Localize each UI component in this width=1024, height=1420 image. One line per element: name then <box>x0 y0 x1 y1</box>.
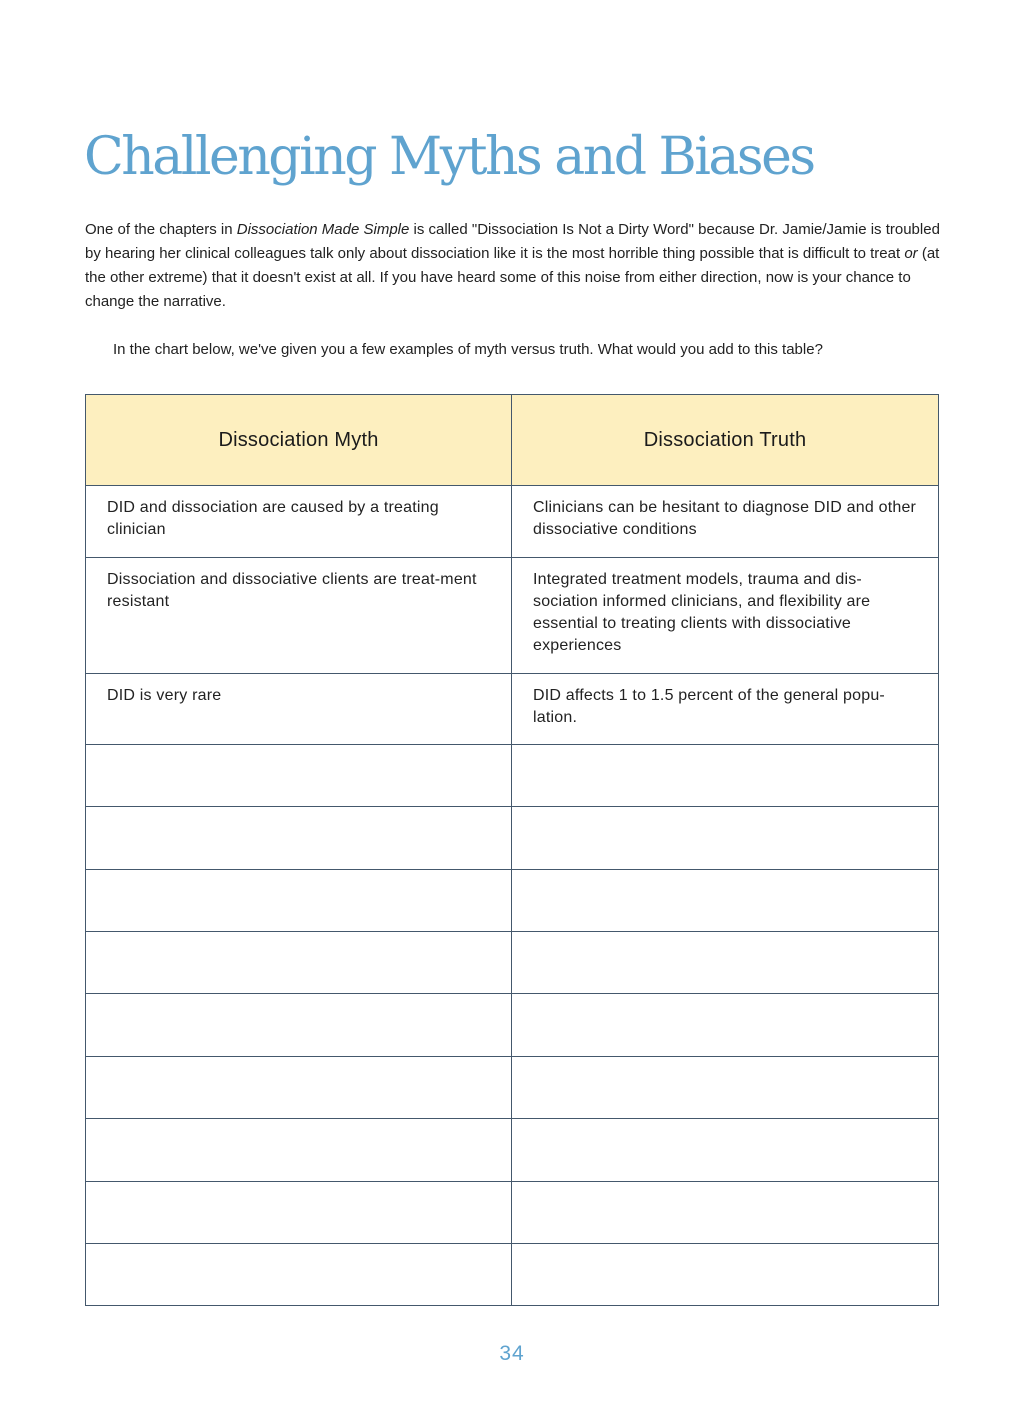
table-row <box>86 1057 938 1119</box>
truth-cell[interactable]: Integrated treatment models, trauma and dis-sociation informed clinicians, and flexibility are essential to treating clients with dissociative experiences <box>533 571 871 654</box>
intro-text: One of the chapters in <box>85 221 237 238</box>
emphasis-or: or <box>904 245 918 262</box>
truth-cell[interactable] <box>512 932 938 993</box>
table-row <box>86 1182 938 1244</box>
myth-truth-table <box>85 394 939 1306</box>
table-row <box>86 1244 938 1305</box>
table-row <box>86 807 938 870</box>
header-truth: Dissociation Truth <box>643 429 807 451</box>
truth-cell[interactable] <box>512 1244 938 1305</box>
intro-text: (at the other extreme) that it doesn't exist at all. If you have heard some of this noise from either direction, now is your chance to change the narrative. <box>85 245 940 310</box>
table-row <box>86 558 938 674</box>
myth-cell[interactable]: Dissociation and dissociative clients are treat-ment resistant <box>86 558 512 673</box>
table-row <box>86 486 938 558</box>
myth-cell[interactable] <box>86 994 512 1056</box>
myth-cell[interactable] <box>86 1119 512 1181</box>
table-row <box>86 994 938 1057</box>
table-row <box>86 870 938 932</box>
table-row <box>86 1119 938 1182</box>
truth-cell[interactable] <box>512 807 938 869</box>
table-row <box>86 932 938 994</box>
truth-cell[interactable] <box>512 1057 938 1118</box>
truth-cell[interactable]: Clinicians can be hesitant to diagnose DID and other dissociative conditions <box>533 499 917 538</box>
myth-cell[interactable] <box>86 1057 512 1118</box>
truth-cell[interactable] <box>512 870 938 931</box>
truth-cell[interactable] <box>512 745 938 806</box>
myth-cell[interactable]: DID is very rare <box>86 674 512 744</box>
truth-cell[interactable] <box>512 1119 938 1181</box>
chart-prompt: In the chart below, we've given you a few examples of myth versus truth. What would you add to this table? <box>113 341 823 358</box>
truth-cell[interactable]: DID affects 1 to 1.5 percent of the general popu-lation. <box>533 687 885 726</box>
table-row <box>86 745 938 807</box>
myth-cell[interactable] <box>86 870 512 931</box>
intro-paragraph <box>85 218 945 314</box>
page-title: Challenging Myths and Biases <box>84 127 814 187</box>
page-number: 34 <box>499 1342 525 1365</box>
myth-cell[interactable] <box>86 807 512 869</box>
table-row <box>86 674 938 745</box>
header-myth: Dissociation Myth <box>86 395 512 485</box>
table-header-row <box>86 395 938 486</box>
myth-cell[interactable] <box>86 745 512 806</box>
book-title: Dissociation Made Simple <box>236 221 410 238</box>
myth-cell[interactable] <box>86 1244 512 1305</box>
myth-cell[interactable]: DID and dissociation are caused by a treating clinician <box>86 486 512 557</box>
truth-cell[interactable] <box>512 994 938 1056</box>
myth-cell[interactable] <box>86 932 512 993</box>
myth-cell[interactable] <box>86 1182 512 1243</box>
intro-text: is called "Dissociation Is Not a Dirty Word" because Dr. Jamie/Jamie is troubled by hearing her clinical colleagues talk only about dissociation like it is the most horrible thing possible that is difficult to treat <box>85 221 940 262</box>
truth-cell[interactable] <box>512 1182 938 1243</box>
